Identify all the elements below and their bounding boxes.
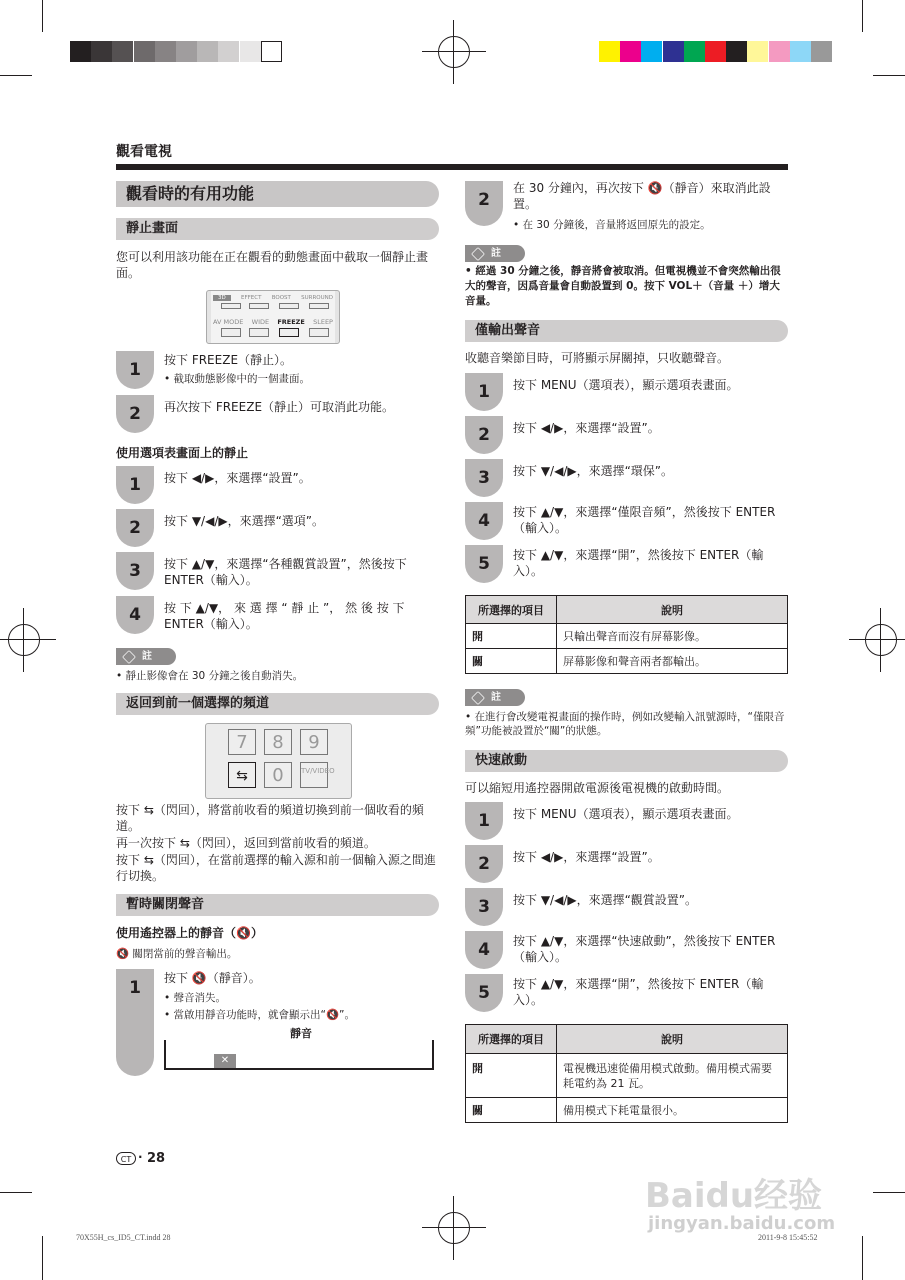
key-8: 8 [264,729,292,755]
key-wide: WIDE [251,318,270,326]
key-7: 7 [228,729,256,755]
flashback-p2: 再一次按下 ⇆（閃回），返回到當前收看的頻道。 [116,836,376,850]
key-0: 0 [264,762,292,788]
audio-only-heading: 僅輸出聲音 [465,320,788,342]
key-boost: BOOST [271,295,291,301]
registration-mark-left [4,620,44,660]
crop-mark [873,1192,905,1193]
step-text: 按下 ▲/▼，來選擇“開”，然後按下 ENTER（輸入）。 [513,977,764,1007]
mute-osd-label: 靜音 [290,1027,312,1040]
mute-step2-bullet: • 在 30 分鐘後，音量將返回原先的設定。 [513,219,711,231]
color-swatch [790,41,811,62]
remote-illustration-freeze [206,290,340,344]
quick-start-table: 所選擇的項目 說明 開 電視機迅速從備用模式啟動。備用模式需要耗電約為 21 瓦。 關 備用模式下耗電量很小。 [465,1024,788,1123]
gray-swatch [218,41,239,62]
key-9: 9 [300,729,328,755]
step-text: 按下 ◀/▶，來選擇“設置”。 [513,421,660,435]
mute-step2-text: 在 30 分鐘內，再次按下 🔇（靜音）來取消此設置。 [513,181,771,211]
key-freeze: FREEZE [277,318,305,326]
audio-only-intro: 收聽音樂節目時，可將顯示屏關掉，只收聽聲音。 [465,351,730,365]
gray-swatch [70,41,91,62]
freeze-intro: 您可以利用該功能在正在觀看的動態畫面中截取一個靜止畫面。 [116,250,429,280]
crop-mark [42,0,43,32]
audio-only-note: • 在進行會改變電視畫面的操作時，例如改變輸入訊號源時，“僅限音頻”功能被設置於“關”的狀態。 [465,711,785,737]
freeze-note-label: 註 [116,648,176,665]
mute-step-num: 1 [129,978,141,998]
gray-swatch [112,41,133,62]
table-row: 關 屏幕影像和聲音兩者都輸出。 [466,649,788,674]
table-row: 開 只輸出聲音而沒有屏幕影像。 [466,624,788,649]
audio-only-note-label: 註 [465,689,525,706]
crop-mark [0,75,32,76]
main-title: 觀看時的有用功能 [116,181,439,207]
freeze-menu-heading: 使用選項表畫面上的靜止 [116,446,249,460]
page-number: 28 [147,1151,166,1166]
pencil-icon [122,650,136,664]
flashback-heading: 返回到前一個選擇的頻道 [116,693,439,715]
step-text: 按下 ▼/◀/▶，來選擇“環保”。 [513,464,674,478]
step-text: 按下 ▲/▼，來選擇“開”，然後按下 ENTER（輸入）。 [513,548,764,578]
registration-mark-top [434,32,474,72]
step-text: 按下 ◀/▶，來選擇“設置”。 [513,850,660,864]
mute-note-label: 註 [465,245,525,262]
key-3d: 3D [213,295,231,301]
crop-mark [862,0,863,32]
flashback-key-icon: ⇆ [228,762,256,788]
step-text: 再次按下 FREEZE（靜止）可取消此功能。 [164,400,395,414]
key-surround: SURROUND [301,295,333,301]
crop-mark [873,75,905,76]
mute-step-text: 按下 🔇（靜音）。 [164,971,261,985]
key-effect: EFFECT [240,295,262,301]
registration-mark-right [861,620,901,660]
baidu-watermark-url: jingyan.baidu.com [648,1213,836,1234]
gray-swatch [91,41,112,62]
language-badge: CT [116,1152,136,1165]
mute-osd-screen [164,1040,434,1070]
key-sleep: SLEEP [313,318,333,326]
freeze-note: • 靜止影像會在 30 分鐘之後自動消失。 [116,670,304,682]
mute-bullet-2: • 當啟用靜音功能時，就會顯示出“🔇”。 [164,1009,355,1021]
gray-swatch [197,41,218,62]
gray-swatch [240,41,261,62]
color-swatch [599,41,620,62]
audio-only-table: 所選擇的項目 說明 開 只輸出聲音而沒有屏幕影像。 關 屏幕影像和聲音兩者都輸出。 [465,595,788,674]
step-text: 按下 ▲/▼，來選擇“各種觀賞設置”，然後按下 ENTER（輸入）。 [164,557,407,587]
step-bullet: 截取動態影像中的一個畫面。 [173,373,311,385]
color-swatch [726,41,747,62]
pencil-icon [471,691,485,705]
mute-step2-num: 2 [478,190,490,210]
remote-illustration-flashback [205,723,352,799]
key-tv-video: TV/VIDEO [300,762,328,788]
step-text: 按下 ▼/◀/▶，來選擇“觀賞設置”。 [513,893,698,907]
print-date: 2011-9-8 15:45:52 [758,1233,818,1242]
step-text: 按下 MENU（選項表），顯示選項表畫面。 [513,807,739,821]
gray-swatch [134,41,155,62]
color-swatch [769,41,790,62]
flashback-p3: 按下 ⇆（閃回），在當前選擇的輸入源和前一個輸入源之間進行切換。 [116,853,436,883]
mute-icon: ✕ [214,1054,236,1068]
step-text: 按 下 ▲/▼， 來 選 擇 “ 靜 止 ”， 然 後 按 下 ENTER（輸入）。 [164,601,405,631]
crop-mark [862,1236,863,1280]
pencil-icon [471,247,485,261]
table-row: 關 備用模式下耗電量很小。 [466,1098,788,1123]
mute-heading: 暫時關閉聲音 [116,894,439,916]
file-slug: 70X55H_cs_ID5_CT.indd 28 [76,1233,171,1242]
mute-bullet-1: • 聲音消失。 [164,992,227,1004]
step-text: 按下 ▼/◀/▶，來選擇“選項”。 [164,514,325,528]
step-text: 按下 ◀/▶，來選擇“設置”。 [164,471,311,485]
crop-mark [42,1236,43,1280]
step-text: 按下 ▲/▼，來選擇“僅限音頻”，然後按下 ENTER（輸入）。 [513,505,776,535]
crop-mark [0,1192,32,1193]
key-av-mode: AV MODE [213,318,244,326]
baidu-watermark-logo: Baidu经验 [645,1176,823,1216]
quick-start-intro: 可以縮短用遙控器開啟電源後電視機的啟動時間。 [465,781,730,795]
header-rule [116,164,788,170]
registration-mark-bottom [434,1208,474,1248]
color-swatch [747,41,768,62]
color-swatch [705,41,726,62]
freeze-heading: 靜止畫面 [116,218,439,240]
color-swatch [684,41,705,62]
section-title: 觀看電視 [116,144,172,160]
gray-swatch [155,41,176,62]
step-text: 按下 FREEZE（靜止）。 [164,353,293,367]
gray-swatch [176,41,197,62]
mute-note: • 經過 30 分鐘之後，靜音將會被取消。但電視機並不會突然輸出很大的聲音，因爲音量會自動設置到 0。按下 VOL＋（音量 ＋）增大音量。 [465,265,781,307]
table-row: 開 電視機迅速從備用模式啟動。備用模式需要耗電約為 21 瓦。 [466,1054,788,1098]
color-swatch [620,41,641,62]
step-text: 按下 ▲/▼，來選擇“快速啟動”，然後按下 ENTER（輸入）。 [513,934,776,964]
mute-desc: 🔇 關閉當前的聲音輸出。 [116,948,238,960]
color-swatch [811,41,832,62]
quick-start-heading: 快速啟動 [465,750,788,772]
color-swatch [663,41,684,62]
mute-sub-heading: 使用遙控器上的靜音（🔇） [116,926,263,940]
step-text: 按下 MENU（選項表），顯示選項表畫面。 [513,378,739,392]
gray-swatch [261,41,282,62]
flashback-p1: 按下 ⇆（閃回），將當前收看的頻道切換到前一個收看的頻道。 [116,803,424,833]
color-swatch [641,41,662,62]
